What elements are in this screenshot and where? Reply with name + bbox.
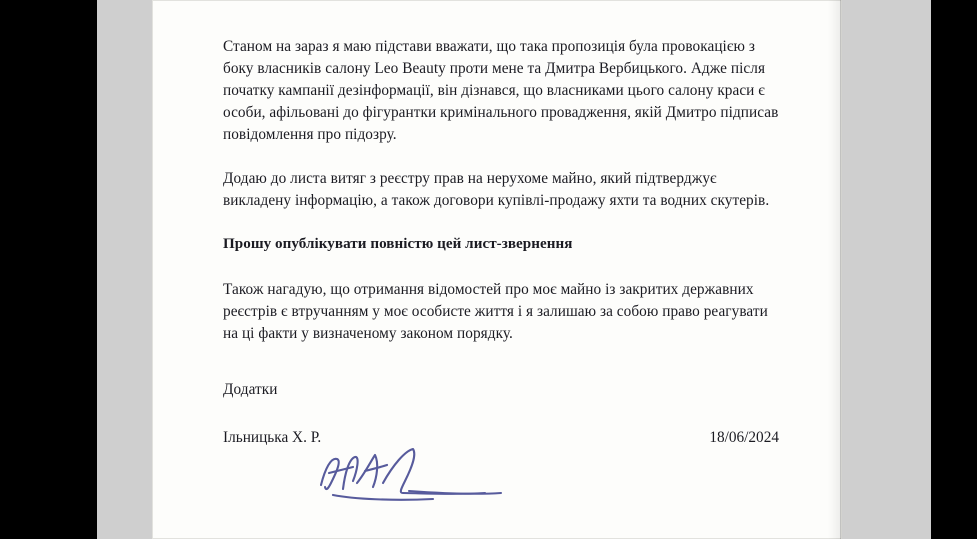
attachments-heading: Додатки [223,380,278,398]
handwritten-signature-icon [313,443,533,503]
paragraph-provocation: Станом на зараз я маю підстави вважати, що така пропозиція була провокацією з боку власників салону Leo Beauty проти мене та Дмитра Вербицького. Адже після початку кампанії дезінформації, він дізнався, що власниками цього салону краси є особи, афільовані до фігурантки кримінального провадження, якій Дмитро підписав повідомлення про підозру. [223,38,779,144]
signer-name: Ільницька Х. Р. [223,428,322,446]
paragraph-privacy-notice: Також нагадую, що отримання відомостей про моє майно із закритих державних реєстрів є втручанням у моє особисте життя і я залишаю за собою право реагувати на ці факти у визначеному законом порядку. [223,280,768,342]
document-page [152,0,842,539]
letterbox-left [0,0,97,539]
paragraph-attachments-registry: Додаю до листа витяг з реєстру прав на нерухоме майно, який підтверджує викладену інформацію, а також договори купівлі-продажу яхти та водних скутерів. [223,170,770,210]
scan-artifact-line [840,0,841,539]
signature-date: 18/06/2024 [709,428,779,446]
signature-row [223,429,779,447]
letterbox-right [931,0,977,539]
paragraph-publication-request: Прошу опублікувати повністю цей лист-звернення [223,236,573,253]
document-text-body [223,36,779,447]
